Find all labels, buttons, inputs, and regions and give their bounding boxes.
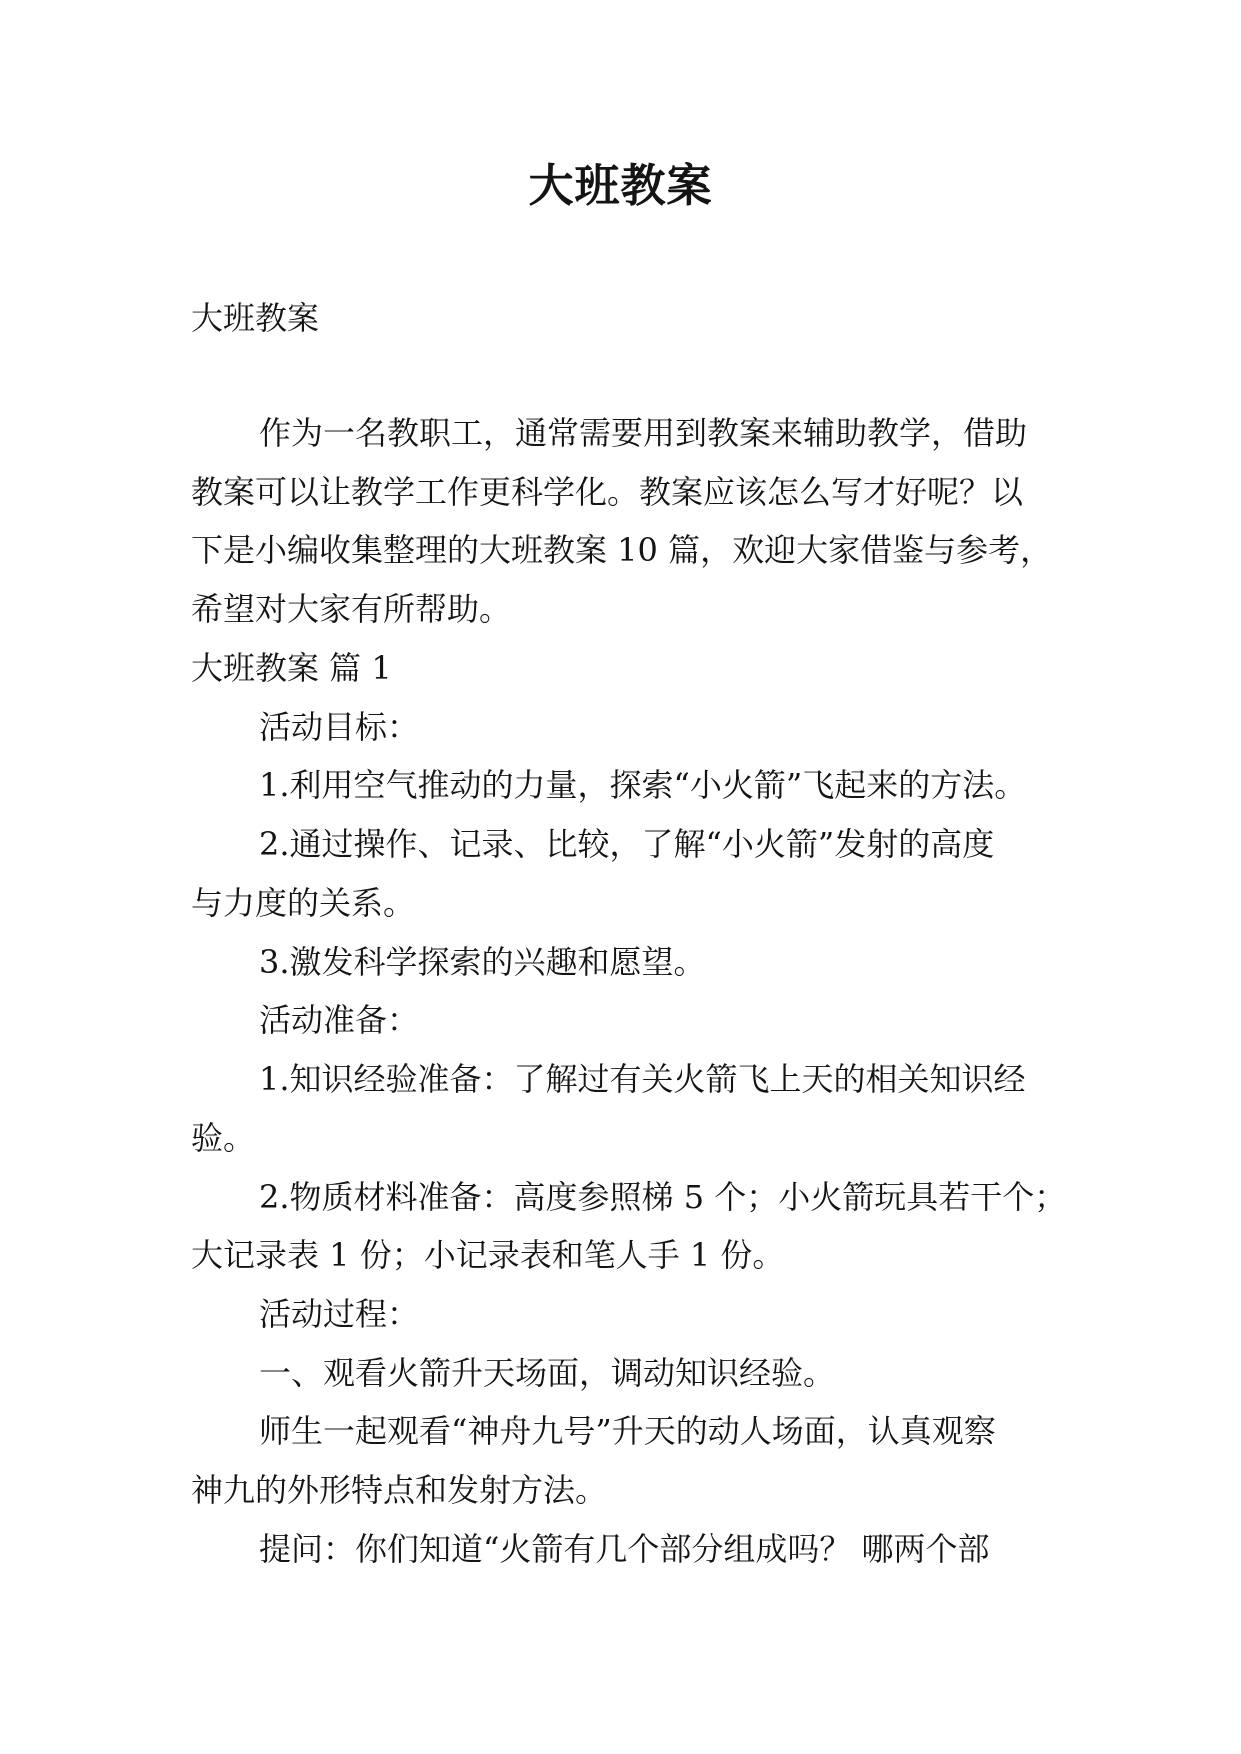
process-paragraph [191,1402,1191,1519]
process-heading: 活动过程： [259,1295,420,1334]
paragraph-line: 师生一起观看“神舟九号”升天的动人场面，认真观察 [259,1412,996,1451]
paragraph-line: 3.激发科学探索的兴趣和愿望。 [259,942,706,981]
paragraph-line: 1.利用空气推动的力量，探索“小火箭”飞起来的方法。 [259,766,1027,805]
paragraph-line: 2.通过操作、记录、比较，了解“小火箭”发射的高度 [259,825,995,864]
preparation-section [191,991,1191,1285]
paragraph-line: 1.知识经验准备：了解过有关火箭飞上天的相关知识经 [259,1060,1026,1099]
intro-paragraph [191,404,1191,639]
paragraph-line: 教案可以让教学工作更科学化。教案应该怎么写才好呢？以 [191,472,1024,511]
document-subtitle: 大班教案 [191,299,320,337]
goal-item [191,933,1191,992]
paragraph-line: 下是小编收集整理的大班教案 10 篇，欢迎大家借鉴与参考， [191,531,1053,570]
process-paragraph [191,1520,1191,1579]
preparation-heading: 活动准备： [259,1001,420,1040]
goal-item [191,756,1191,815]
paragraph-line: 2.物质材料准备：高度参照梯 5 个；小火箭玩具若干个； [259,1177,1067,1216]
document-title: 大班教案 [528,159,713,212]
goals-heading: 活动目标： [259,707,420,746]
goals-section [191,698,1191,992]
process-section [191,1285,1191,1579]
paragraph-line: 作为一名教职工，通常需要用到教案来辅助教学，借助 [259,414,1028,452]
paragraph-line: 提问：你们知道“火箭有几个部分组成吗？ 哪两个部 [259,1529,990,1568]
document-body [191,404,1191,1579]
paragraph-line: 神九的外形特点和发射方法。 [191,1471,608,1510]
paragraph-line: 大记录表 1 份；小记录表和笔人手 1 份。 [191,1236,785,1275]
lesson-heading-text: 大班教案 篇 1 [191,648,392,687]
paragraph-line: 与力度的关系。 [191,883,416,922]
paragraph-line: 希望对大家有所帮助。 [191,590,512,629]
goal-item [191,815,1191,932]
preparation-item [191,1168,1191,1285]
lesson-heading [191,639,1191,698]
paragraph-line: 验。 [191,1118,256,1157]
preparation-item [191,1050,1191,1167]
process-step-heading: 一、观看火箭升天场面，调动知识经验。 [259,1353,836,1392]
